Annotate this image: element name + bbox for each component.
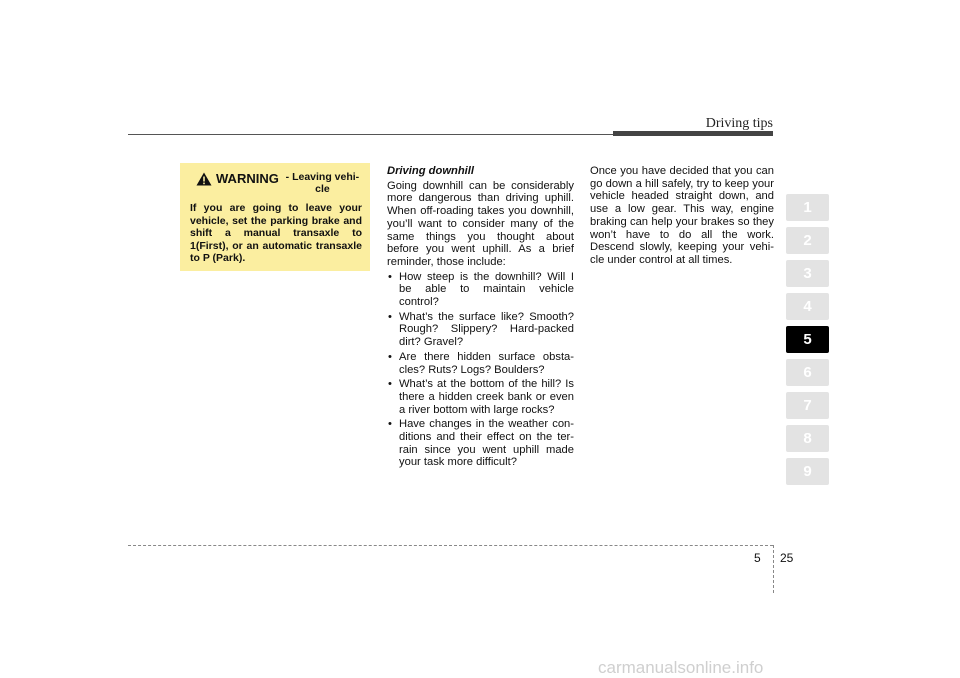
list-item: • Are there hidden surface obsta-cles? Ruts? Logs? Boulders? bbox=[387, 351, 574, 376]
warning-subtitle: - Leaving vehi-cle bbox=[285, 171, 360, 195]
warning-header bbox=[190, 171, 362, 195]
chapter-tab-5[interactable]: 5 bbox=[786, 326, 829, 353]
page-number: 25 bbox=[780, 551, 794, 565]
text-column-right bbox=[590, 165, 774, 267]
header-rule-accent bbox=[613, 131, 773, 136]
chapter-tabs bbox=[786, 194, 829, 491]
section-closing: Once you have decided that you can go down a hill safely, try to keep your vehicle headed straight down, and use a low gear. This way, engine braking can help your brakes so they won’t have to do all the work. Descend slowly, keeping your vehi-cle under control at all times. bbox=[590, 165, 774, 266]
text-column-left bbox=[387, 165, 574, 471]
chapter-tab-4[interactable]: 4 bbox=[786, 293, 829, 320]
list-item: • Have changes in the weather con-ditions and their effect on the ter-rain since you went uphill made your task more difficult? bbox=[387, 418, 574, 469]
page-chapter: 5 bbox=[754, 551, 761, 565]
considerations-list bbox=[387, 271, 574, 470]
warning-heading: WARNING bbox=[216, 171, 279, 186]
watermark: carmanualsonline.info bbox=[598, 658, 764, 677]
chapter-tab-2[interactable]: 2 bbox=[786, 227, 829, 254]
list-item: • What’s the surface like? Smooth? Rough? Slippery? Hard-packed dirt? Gravel? bbox=[387, 311, 574, 349]
chapter-tab-1[interactable]: 1 bbox=[786, 194, 829, 221]
list-item: • What’s at the bottom of the hill? Is there a hidden creek bank or even a river bottom with large rocks? bbox=[387, 378, 574, 416]
list-item: • How steep is the downhill? Will I be able to maintain vehicle control? bbox=[387, 271, 574, 309]
chapter-tab-9[interactable]: 9 bbox=[786, 458, 829, 485]
warning-triangle-icon bbox=[196, 172, 212, 186]
warning-body: If you are going to leave your vehicle, set the parking brake and shift a manual transaxle to 1(First), or an automatic transaxle to P (Park). bbox=[190, 202, 362, 264]
footer-rule bbox=[128, 545, 773, 546]
warning-box bbox=[180, 163, 370, 271]
section-intro: Going downhill can be considerably more dangerous than driving uphill. When off-roading takes you downhill, you’ll want to consider many of the same things you thought about before you went uphill. As a brief reminder, those include: bbox=[387, 179, 574, 268]
chapter-tab-8[interactable]: 8 bbox=[786, 425, 829, 452]
header-title: Driving tips bbox=[705, 116, 773, 131]
section-heading: Driving downhill bbox=[387, 165, 475, 177]
chapter-tab-7[interactable]: 7 bbox=[786, 392, 829, 419]
chapter-tab-3[interactable]: 3 bbox=[786, 260, 829, 287]
footer-divider bbox=[773, 545, 774, 593]
chapter-tab-6[interactable]: 6 bbox=[786, 359, 829, 386]
